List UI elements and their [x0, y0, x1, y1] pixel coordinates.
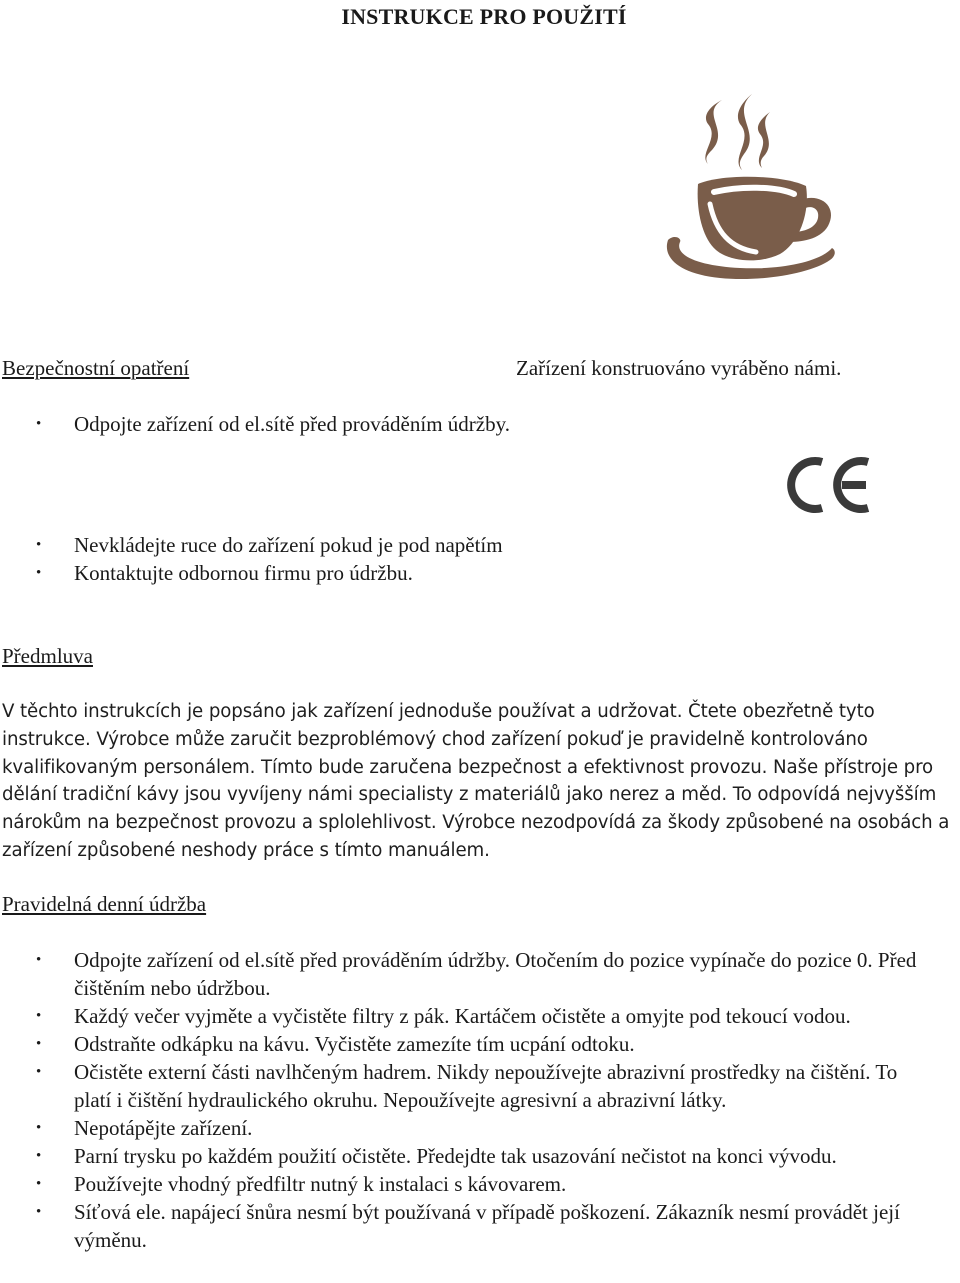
list-item: • Parní trysku po každém použití očistěte. Předejdte tak usazování nečistot na konci vývodu. — [0, 1142, 935, 1170]
page-title: INSTRUKCE PRO POUŽITÍ — [341, 4, 627, 29]
foreword-body: V těchto instrukcích je popsáno jak zařízení jednoduše používat a udržovat. Čtete obezřetně tyto instrukce. Výrobce může zaručit bezproblémový chod zařízení pokuď je pravidelně kontrolováno kvalifikovaným personálem. Tímto bude zaručena bezpečnost a efektivnost provozu. Naše přístroje pro dělání tradiční kávy jsou vyvíjeny námi specialisty z materiálů jako nerez a měd. To odpovídá nejvyšším nárokům na bezpečnost provozu a splolehlivost. Výrobce nezodpovídá za škody způsobené na osobách a zařízení způsobené neshody práce s tímto manuálem. — [2, 701, 950, 861]
list-item: • Nevkládejte ruce do zařízení pokud je pod napětím — [0, 531, 900, 559]
safety-list-continued — [0, 531, 900, 587]
list-item: • Nepotápějte zařízení. — [0, 1114, 935, 1142]
list-item: • Očistěte externí části navlhčeným hadrem. Nikdy nepoužívejte abrazivní prostředky na čištění. To platí i čištění hydraulického okruhu. Nepoužívejte agresivní a abrazivní látky. — [0, 1058, 935, 1114]
list-item: • Síťová ele. napájecí šnůra nesmí být používaná v případě poškození. Zákazník nesmí provádět její výměnu. — [0, 1198, 935, 1254]
list-item: • Odstraňte odkápku na kávu. Vyčistěte zamezíte tím ucpání odtoku. — [0, 1030, 935, 1058]
list-item: • Každý večer vyjměte a vyčistěte filtry z pák. Kartáčem očistěte a omyjte pod tekoucí vodou. — [0, 1002, 935, 1030]
list-item: • Odpojte zařízení od el.sítě před prováděním údržby. — [0, 410, 900, 438]
list-item: • Používejte vhodný předfiltr nutný k instalaci s kávovarem. — [0, 1170, 935, 1198]
list-item: • Kontaktujte odbornou firmu pro údržbu. — [0, 559, 900, 587]
safety-heading: Bezpečnostní opatření — [2, 356, 190, 380]
list-item: • Odpojte zařízení od el.sítě před prováděním údržby. Otočením do pozice vypínače do pozice 0. Před čištěním nebo údržbou. — [0, 946, 935, 1002]
ce-mark-icon — [782, 452, 876, 518]
maintenance-heading: Pravidelná denní údržba — [2, 892, 207, 916]
safety-list — [0, 410, 900, 438]
foreword-heading: Předmluva — [2, 644, 93, 668]
maintenance-list — [0, 946, 935, 1254]
manufacturer-note: Zařízení konstruováno vyráběno námi. — [516, 356, 842, 380]
coffee-cup-steam-icon — [660, 92, 840, 292]
